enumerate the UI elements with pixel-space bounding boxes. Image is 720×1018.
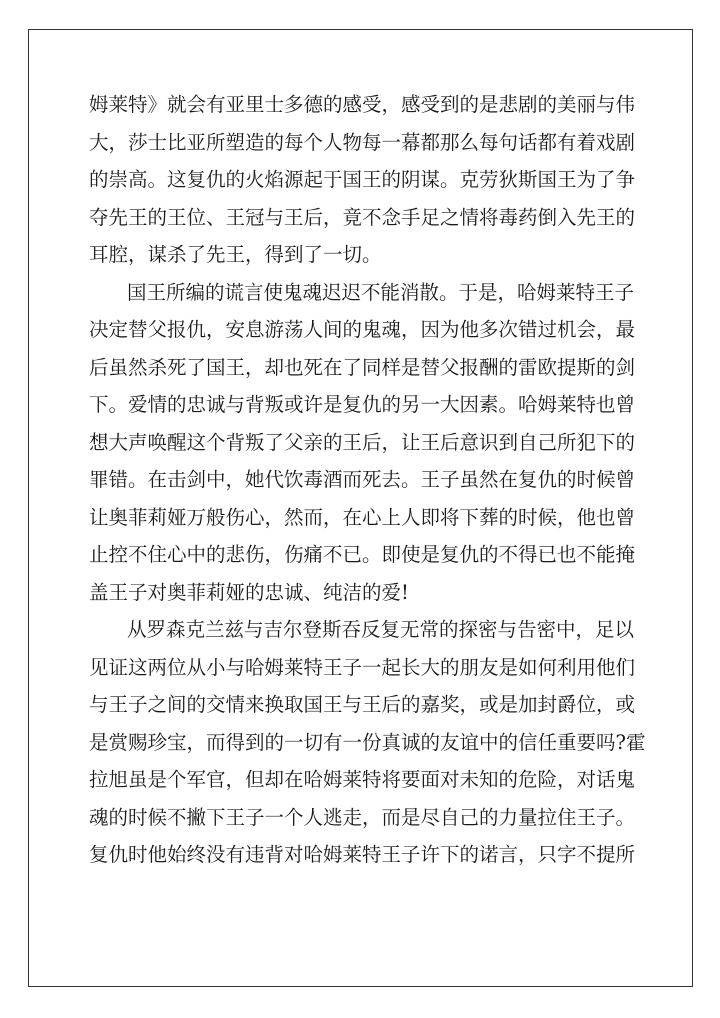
text-line: 国王所编的谎言使鬼魂迟迟不能消散。于是，哈姆莱特王子	[127, 280, 635, 304]
text-line: 魂的时候不撇下王子一个人逃走，而是尽自己的力量拉住王子。	[89, 805, 636, 829]
text-line: 夺先王的王位、王冠与王后，竟不念手足之情将毒药倒入先王的	[89, 205, 636, 229]
text-line: 止控不住心中的悲伤，伤痛不已。即使是复仇的不得已也不能掩	[89, 543, 636, 566]
text-line: 复仇时他始终没有违背对哈姆莱特王子许下的诺言，只字不提所	[89, 843, 636, 866]
text-line: 从罗森克兰兹与吉尔登斯吞反复无常的探密与告密中，足以	[127, 618, 635, 641]
text-line: 大，莎士比亚所塑造的每个人物每一幕都那么每句话都有着戏剧	[89, 130, 636, 154]
text-line: 见证这两位从小与哈姆莱特王子一起长大的朋友是如何利用他们	[89, 655, 636, 679]
text-line: 下。爱情的忠诚与背叛或许是复仇的另一大因素。哈姆莱特也曾	[89, 393, 636, 416]
text-line: 罪错。在击剑中，她代饮毒酒而死去。王子虽然在复仇的时候曾	[89, 468, 636, 491]
document-body	[89, 86, 646, 874]
text-line: 是赏赐珍宝，而得到的一切有一份真诚的友谊中的信任重要吗?霍	[89, 730, 646, 754]
text-line: 盖王子对奥菲莉娅的忠诚、纯洁的爱!	[89, 580, 409, 604]
text-line: 决定替父报仇，安息游荡人间的鬼魂，因为他多次错过机会，最	[89, 318, 636, 341]
text-line: 想大声唤醒这个背叛了父亲的王后，让王后意识到自己所犯下的	[89, 430, 636, 454]
text-line: 后虽然杀死了国王，却也死在了同样是替父报酬的雷欧提斯的剑	[89, 355, 636, 379]
text-line: 与王子之间的交情来换取国王与王后的嘉奖，或是加封爵位，或	[89, 693, 636, 716]
text-line: 拉旭虽是个军官，但却在哈姆莱特将要面对未知的危险，对话鬼	[89, 768, 636, 791]
text-line: 耳腔，谋杀了先王，得到了一切。	[89, 243, 382, 266]
text-line: 姆莱特》就会有亚里士多德的感受，感受到的是悲剧的美丽与伟	[89, 93, 636, 116]
text-line: 让奥菲莉娅万般伤心，然而，在心上人即将下葬的时候，他也曾	[89, 505, 636, 529]
text-line: 的崇高。这复仇的火焰源起于国王的阴谋。克劳狄斯国王为了争	[89, 168, 636, 191]
